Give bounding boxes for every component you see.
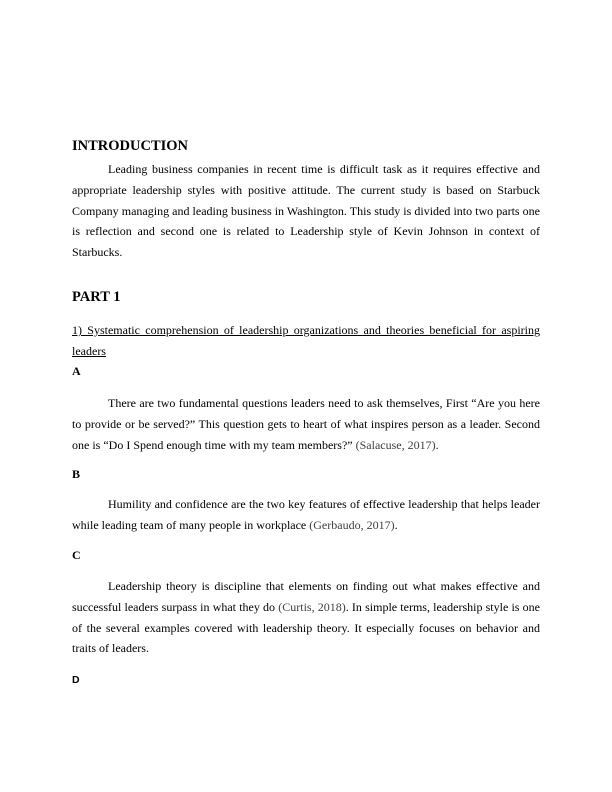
section-c-text-before: Leadership theory is discipline that elements on finding out what makes effective and successful leaders surpass in what they do <box>72 579 540 614</box>
section-c-label: C <box>72 548 81 562</box>
section-b-text: Humility and confidence are the two key features of effective leadership that helps leader while leading team of many people in workplace <box>72 497 540 532</box>
part1-subheading: 1) Systematic comprehension of leadership organizations and theories beneficial for aspiring leaders <box>72 323 540 358</box>
section-c-paragraph <box>72 576 540 659</box>
part1-heading: PART 1 <box>72 289 121 305</box>
section-c-text-after: . In simple terms, leadership style is one of the several examples covered with leadership theory. It especially focuses on behavior and traits of leaders. <box>72 599 540 656</box>
section-b-paragraph <box>72 494 540 536</box>
section-b-label: B <box>72 467 81 481</box>
introduction-paragraph: Leading business companies in recent time is difficult task as it requires effective and appropriate leadership styles with positive attitude. The current study is based on Starbuck Company managing and leading business in Washington. This study is divided into two parts one is reflection and second one is related to Leadership style of Kevin Johnson in context of Starbucks. <box>72 162 540 260</box>
section-c-citation: (Curtis, 2018) <box>278 599 346 614</box>
section-a-paragraph <box>72 393 540 455</box>
section-a-label: A <box>72 364 81 378</box>
section-d-label: D <box>72 674 80 686</box>
section-a-text: There are two fundamental questions leaders need to ask themselves, First “Are you here to provide or be served?” This question gets to heart of what inspires person as a leader. Second one is “Do I Spend enough time with my team members?” <box>72 396 540 452</box>
section-a-citation: (Salacuse, 2017) <box>355 437 436 452</box>
introduction-heading: INTRODUCTION <box>72 138 189 154</box>
section-b-tail: . <box>394 517 398 532</box>
section-a-tail: . <box>435 437 439 452</box>
section-b-citation: (Gerbaudo, 2017) <box>309 517 395 532</box>
